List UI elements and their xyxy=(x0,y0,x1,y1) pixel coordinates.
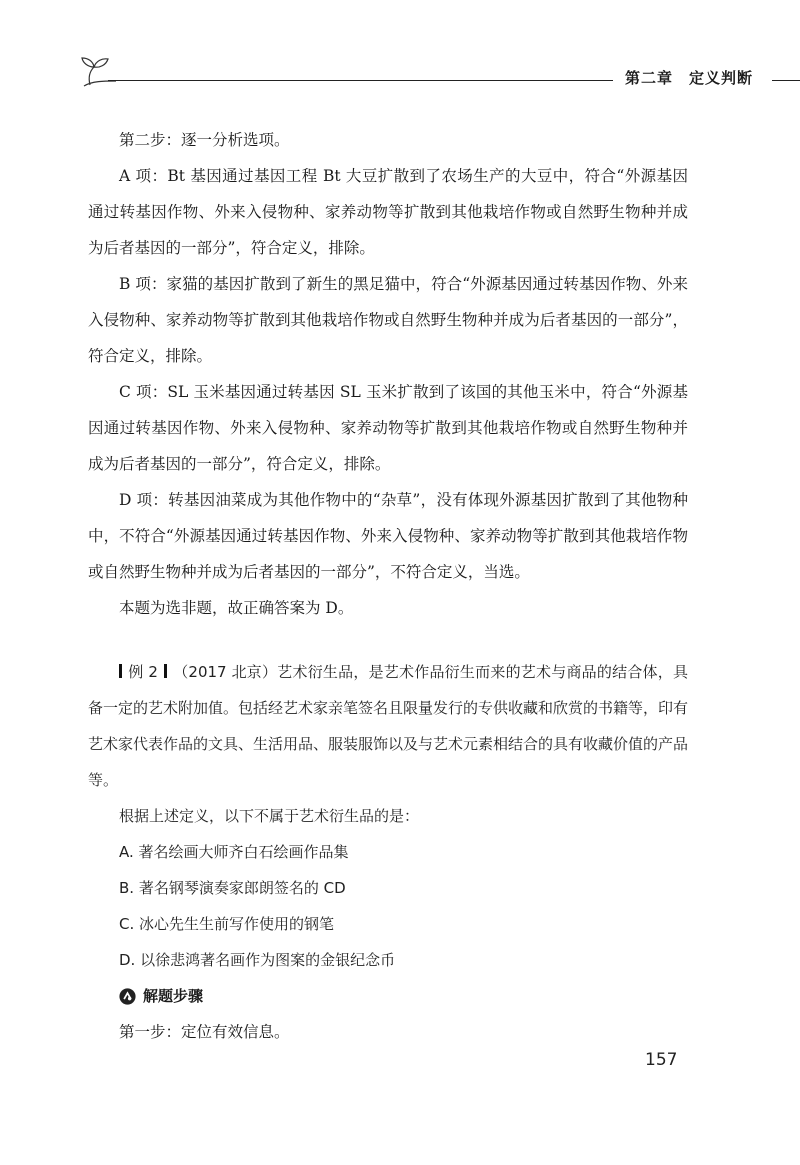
choice-a: A. 著名绘画大师齐白石绘画作品集 xyxy=(119,843,349,861)
page-header xyxy=(80,55,754,95)
choice-c: C. 冰心先生生前写作使用的钢笔 xyxy=(119,915,335,933)
header-rule xyxy=(108,80,613,81)
solution-heading-text: 解题步骤 xyxy=(143,987,204,1005)
example-2-stem xyxy=(88,654,688,798)
option-d-analysis: D 项：转基因油菜成为其他作物中的“杂草”，没有体现外源基因扩散到了其他物种中，不符合“外源基因通过转基因作物、外来入侵物种、家养动物等扩散到其他栽培作物或自然野生物种并成为后者基因的一部分”，不符合定义，当选。 xyxy=(88,491,688,581)
page-content xyxy=(88,122,688,1050)
section-title: 定义判断 xyxy=(689,69,754,87)
step2-title: 第二步：逐一分析选项。 xyxy=(119,131,290,149)
option-a-analysis: A 项：Bt 基因通过基因工程 Bt 大豆扩散到了农场生产的大豆中，符合“外源基因通过转基因作物、外来入侵物种、家养动物等扩散到其他栽培作物或自然野生物种并成为后者基因的一部分”，符合定义，排除。 xyxy=(88,167,688,257)
solution-badge-icon xyxy=(119,988,136,1005)
question-prompt: 根据上述定义，以下不属于艺术衍生品的是： xyxy=(119,807,420,825)
page-number: 157 xyxy=(645,1050,678,1070)
answer-conclusion: 本题为选非题，故正确答案为 D。 xyxy=(119,599,354,617)
solution-step1: 第一步：定位有效信息。 xyxy=(119,1023,290,1041)
choice-d: D. 以徐悲鸿著名画作为图案的金银纪念币 xyxy=(119,951,396,969)
header-chapter-title xyxy=(625,67,753,88)
example-marker-left xyxy=(119,664,122,678)
option-c-analysis: C 项：SL 玉米基因通过转基因 SL 玉米扩散到了该国的其他玉米中，符合“外源基因通过转基因作物、外来入侵物种、家养动物等扩散到其他栽培作物或自然野生物种并成为后者基因的一部分”，符合定义，排除。 xyxy=(88,383,688,473)
example-text: （2017 北京）艺术衍生品，是艺术作品衍生而来的艺术与商品的结合体，具备一定的艺术附加值。包括经艺术家亲笔签名且限量发行的专供收藏和欣赏的书籍等，印有艺术家代表作品的文具、生活用品、服装服饰以及与艺术元素相结合的具有收藏价值的产品等。 xyxy=(88,663,689,789)
choice-b: B. 著名钢琴演奏家郎朗签名的 CD xyxy=(119,879,346,897)
sprout-icon xyxy=(80,55,120,89)
header-rule-tail xyxy=(772,80,800,81)
solution-heading xyxy=(88,978,688,1014)
option-b-analysis: B 项：家猫的基因扩散到了新生的黑足猫中，符合“外源基因通过转基因作物、外来入侵物种、家养动物等扩散到其他栽培作物或自然野生物种并成为后者基因的一部分”，符合定义，排除。 xyxy=(88,275,688,365)
chapter-number: 第二章 xyxy=(625,69,674,87)
example-label: 例 2 xyxy=(128,663,158,681)
example-marker-right xyxy=(164,664,167,678)
